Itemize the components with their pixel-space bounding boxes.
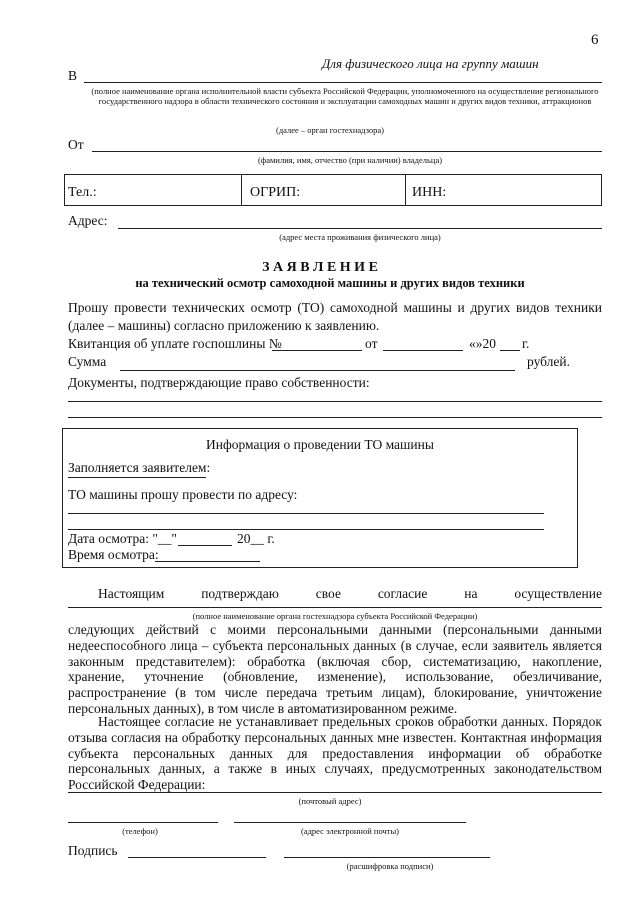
inspection-date-label: Дата осмотра: "__" — [68, 531, 177, 546]
tel-field[interactable]: Тел.: — [68, 185, 97, 200]
filled-by-label: Заполняется заявителем: — [68, 460, 211, 475]
inspection-time-label: Время осмотра: — [68, 547, 159, 562]
inspection-address-field-1[interactable] — [68, 513, 544, 514]
receipt-label: Квитанция об уплате госпошлины № — [68, 336, 282, 351]
sum-field[interactable] — [120, 370, 515, 371]
inspection-date-month-field[interactable] — [178, 545, 232, 546]
address-label: Адрес: — [68, 213, 108, 228]
consent-paragraph-1: следующих действий с моими персональными данными (персональными данными недееспособного лица – субъекта персональных данных (в случае, если заявитель является законным представителем): обработка (включая сбор, систематизацию, накопление, хранение, уточнение (обновление, изменение), использование, обезличивание, распространение (в том числе передача третьим лицам), блокирование, уничтожение персональных данных), в том числе в автоматизированном режиме. — [68, 622, 602, 716]
email-caption: (адрес электронной почты) — [300, 826, 400, 836]
consent-word: согласие — [377, 586, 428, 601]
consent-word: подтверждаю — [201, 586, 279, 601]
phone-field[interactable] — [68, 822, 218, 823]
from-label: От — [68, 137, 84, 152]
form-subtitle: Для физического лица на группу машин — [322, 56, 539, 71]
to-caption: (полное наименование органа исполнительной власти субъекта Российской Федерации, уполномоченного на осуществление регионального государственного надзора в области технического состояния и эксплуатации самоходных машин и других видов техники, аттракционов — [91, 86, 599, 106]
phone-caption: (телефон) — [122, 826, 158, 836]
receipt-year-field[interactable] — [500, 350, 520, 351]
receipt-number-field[interactable] — [272, 350, 362, 351]
inspection-time-field[interactable] — [155, 561, 260, 562]
to-caption-2: (далее – орган гостехнадзора) — [275, 125, 385, 135]
filled-by-underline — [68, 477, 206, 478]
signature-field[interactable] — [128, 857, 266, 858]
signature-decode-caption: (расшифровка подписи) — [346, 861, 434, 871]
receipt-from: от — [365, 336, 378, 351]
document-title: З А Я В Л Е Н И Е — [262, 260, 378, 275]
contacts-table — [64, 174, 602, 206]
ogrip-field[interactable]: ОГРИП: — [250, 185, 301, 200]
to-field[interactable] — [84, 82, 602, 83]
postal-address-caption: (почтовый адрес) — [298, 796, 362, 806]
consent-word: осуществление — [514, 586, 602, 601]
from-caption: (фамилия, имя, отчество (при наличии) владельца) — [257, 155, 443, 165]
sum-label: Сумма — [68, 354, 107, 369]
address-field[interactable] — [118, 228, 602, 229]
page-number: 6 — [591, 32, 599, 48]
consent-word: на — [464, 586, 478, 601]
inspection-address-field-2[interactable] — [68, 529, 544, 530]
signature-label: Подпись — [68, 843, 118, 858]
receipt-quote: «»20 — [469, 336, 496, 351]
consent-word: Настоящим — [98, 586, 165, 601]
receipt-date-field[interactable] — [383, 350, 463, 351]
sum-unit: рублей. — [527, 354, 571, 369]
address-caption: (адрес места проживания физического лица) — [279, 232, 441, 242]
postal-address-field[interactable] — [68, 792, 602, 793]
request-text: Прошу провести технических осмотр (ТО) самоходной машины и других видов техники (далее – машины) согласно приложению к заявлению. — [68, 300, 602, 333]
consent-word: свое — [315, 586, 341, 601]
receipt-year-suffix: г. — [522, 336, 530, 351]
consent-authority-field[interactable] — [68, 607, 602, 608]
inspection-address-label: ТО машины прошу провести по адресу: — [68, 487, 298, 502]
consent-paragraph-2: Настоящее согласие не устанавливает предельных сроков обработки данных. Порядок отзыва согласия на обработку персональных данных мне известен. Контактная информация субъекта персональных данных для предоставления информации об обработке персональных данных, а также в иных случаях, предусмотренных законодательством Российской Федерации: — [68, 714, 602, 793]
ownership-field-1[interactable] — [68, 401, 602, 402]
signature-decode-field[interactable] — [284, 857, 490, 858]
to-label: В — [68, 68, 78, 83]
document-title-sub: на технический осмотр самоходной машины и других видов техники — [135, 276, 525, 290]
consent-authority-caption: (полное наименование органа гостехнадзора субъекта Российской Федерации) — [192, 611, 478, 621]
info-box-title: Информация о проведении ТО машины — [206, 437, 434, 452]
consent-intro — [98, 586, 602, 602]
inn-field[interactable]: ИНН: — [412, 185, 447, 200]
from-field[interactable] — [92, 151, 602, 152]
ownership-label: Документы, подтверждающие право собственности: — [68, 375, 370, 390]
email-field[interactable] — [234, 822, 466, 823]
ownership-field-2[interactable] — [68, 417, 602, 418]
inspection-date-year: 20__ г. — [237, 531, 275, 546]
